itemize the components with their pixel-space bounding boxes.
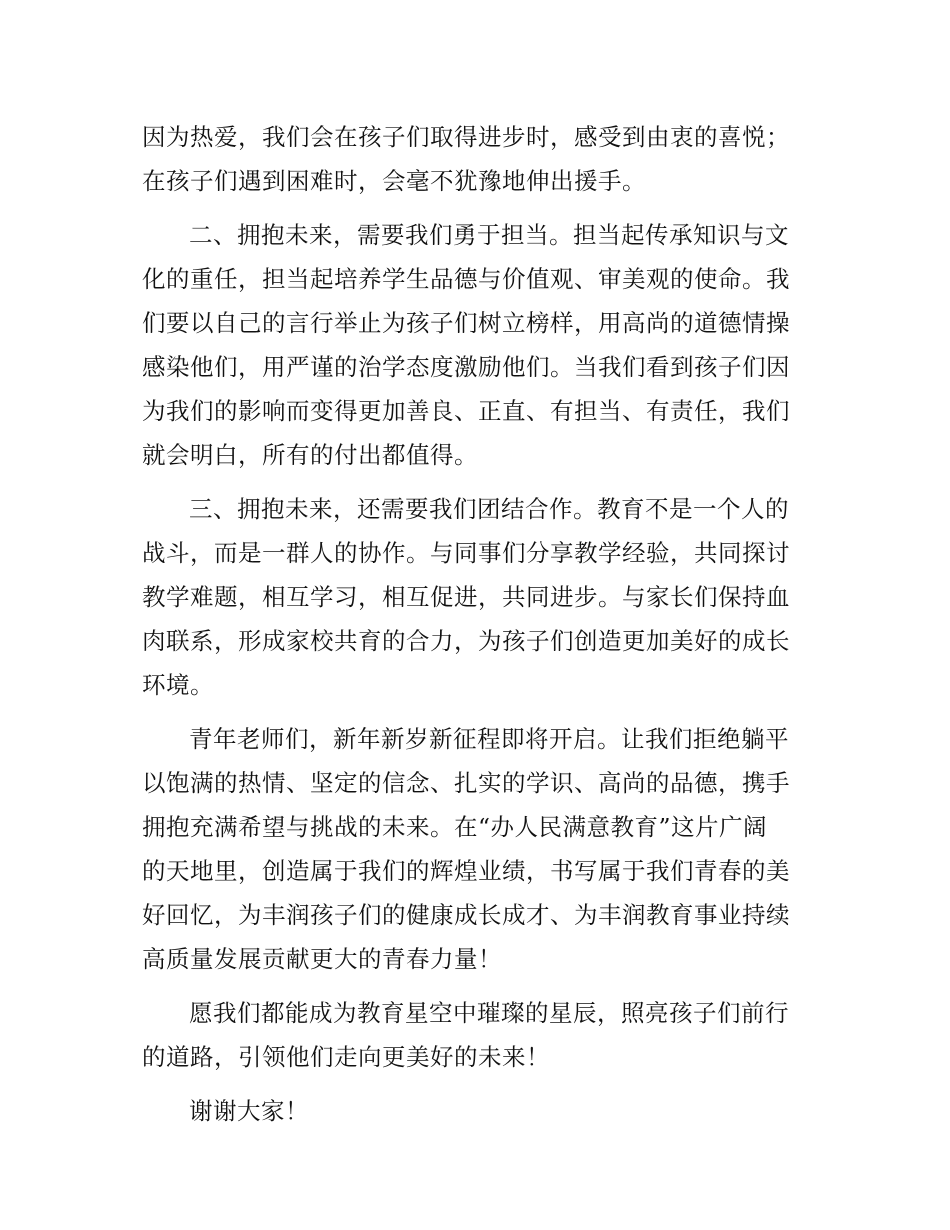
- document-body: [142, 115, 812, 1143]
- text-line: 三、拥抱未来，还需要我们团结合作。教育不是一个人的: [189, 495, 789, 523]
- paragraph-3: [142, 487, 812, 707]
- text-line: 因为热爱，我们会在孩子们取得进步时，感受到由衷的喜悦；: [142, 123, 790, 151]
- text-line: 感染他们，用严谨的治学态度激励他们。当我们看到孩子们因: [142, 353, 790, 381]
- text-line: 战斗，而是一群人的协作。与同事们分享教学经验，共同探讨: [142, 539, 790, 567]
- text-line: 高质量发展贡献更大的青春力量！: [142, 945, 502, 973]
- text-line: 拥抱充满希望与挑战的未来。在“办人民满意教育”这片广阔: [142, 813, 768, 841]
- text-line: 好回忆，为丰润孩子们的健康成长成才、为丰润教育事业持续: [142, 901, 790, 929]
- text-line: 为我们的影响而变得更加善良、正直、有担当、有责任，我们: [142, 397, 790, 425]
- paragraph-5: [142, 991, 812, 1079]
- text-line: 教学难题，相互学习，相互促进，共同进步。与家长们保持血: [142, 583, 790, 611]
- text-line: 的道路，引领他们走向更美好的未来！: [142, 1043, 550, 1071]
- paragraph-6: [142, 1089, 812, 1133]
- paragraph-2: [142, 213, 812, 477]
- text-line: 的天地里，创造属于我们的辉煌业绩，书写属于我们青春的美: [142, 857, 790, 885]
- closing-line: 谢谢大家！: [189, 1097, 309, 1125]
- text-line: 在孩子们遇到困难时，会毫不犹豫地伸出援手。: [142, 167, 646, 195]
- text-line: 肉联系，形成家校共育的合力，为孩子们创造更加美好的成长: [142, 627, 790, 655]
- text-line: 青年老师们，新年新岁新征程即将开启。让我们拒绝躺平: [189, 725, 789, 753]
- text-line: 就会明白，所有的付出都值得。: [142, 441, 478, 469]
- text-line: 环境。: [142, 671, 214, 699]
- text-line: 愿我们都能成为教育星空中璀璨的星辰，照亮孩子们前行: [189, 999, 789, 1027]
- text-line: 以饱满的热情、坚定的信念、扎实的学识、高尚的品德，携手: [142, 769, 790, 797]
- paragraph-1: [142, 115, 812, 203]
- text-line: 化的重任，担当起培养学生品德与价值观、审美观的使命。我: [142, 265, 790, 293]
- text-line: 二、拥抱未来，需要我们勇于担当。担当起传承知识与文: [189, 221, 789, 249]
- text-line: 们要以自己的言行举止为孩子们树立榜样，用高尚的道德情操: [142, 309, 790, 337]
- paragraph-4: [142, 717, 812, 981]
